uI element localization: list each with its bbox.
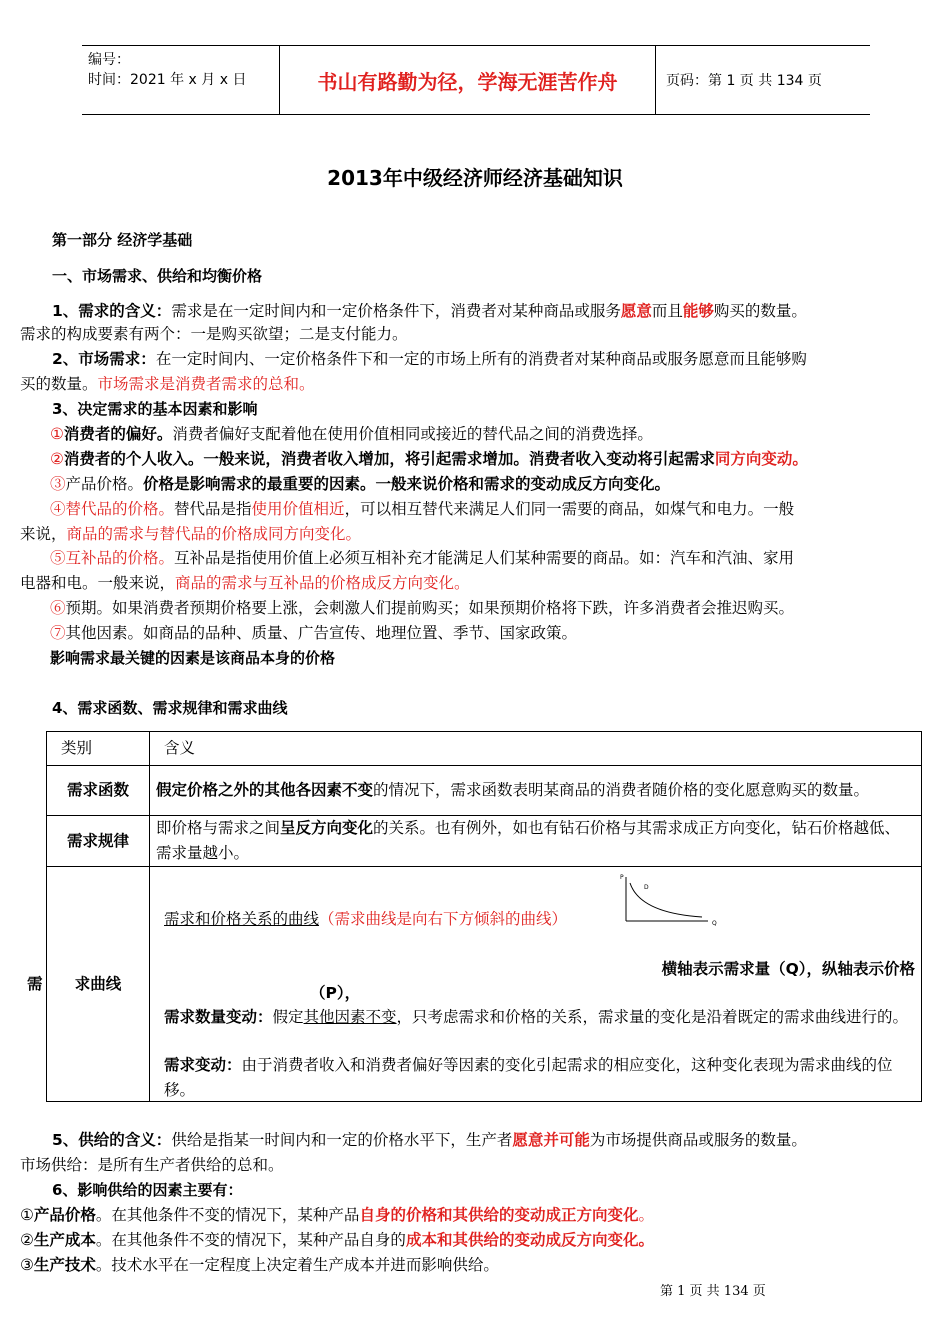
factor-4-mark: ④	[50, 500, 66, 518]
quantity-change-bold: 需求数量变动：	[164, 1008, 273, 1026]
factor-5-text2: 电器和电。一般来说，	[20, 574, 176, 592]
p1-text: 需求是在一定时间内和一定价格条件下，消费者对某种商品或服务	[171, 302, 621, 320]
supply-factor-1-mark: ①	[20, 1206, 34, 1224]
demand-change-bold: 需求变动：	[164, 1056, 242, 1074]
supply-factor-2-bold: 生产成本	[33, 1231, 96, 1249]
curve-underlined: 需求和价格关系的曲线	[164, 910, 320, 928]
code-label: 编号：	[88, 52, 130, 68]
factor-4-red1: 替代品的价格。	[65, 500, 175, 518]
part-heading: 第一部分 经济学基础	[52, 231, 193, 249]
key-factor: 影响需求最关键的因素是该商品本身的价格	[50, 649, 336, 667]
p1-label: 需求的含义：	[78, 302, 172, 320]
p1-text2: 而且	[651, 302, 683, 320]
supply-factor-2	[20, 1228, 920, 1253]
p2-text: 在一定时间内、一定价格条件下和一定的市场上所有的消费者对某种商品或服务愿意而且能够购	[155, 350, 807, 368]
factor-4-red3: 商品的需求与替代品的价格成同方向变化。	[66, 525, 362, 543]
p1-line2: 需求的构成要素有两个：一是购买欲望；二是支付能力。	[20, 325, 408, 343]
row-demand-function-bold: 假定价格之外的其他各因素不变	[156, 781, 374, 799]
header-meta	[82, 46, 280, 114]
factor-4-text1: 替代品是指	[174, 500, 252, 518]
factor-6	[50, 596, 950, 621]
table-row	[47, 816, 922, 867]
page-header	[82, 45, 870, 115]
demand-curve	[630, 883, 702, 917]
p6-heading: 6、影响供给的因素主要有：	[52, 1181, 243, 1199]
p5-line2: 市场供给：是所有生产者供给的总和。	[20, 1156, 284, 1174]
factor-1-text: 消费者偏好支配着他在使用价值相同或接近的替代品之间的消费选择。	[172, 425, 653, 443]
supply-factor-2-red: 成本和其供给的变动成反方向变化。	[405, 1231, 654, 1249]
factor-6-text: 预期。如果消费者预期价格要上涨，会刺激人们提前购买；如果预期价格将下跌，许多消费者会推迟购买。	[65, 599, 795, 617]
factor-7	[50, 621, 950, 646]
quantity-change	[164, 1005, 909, 1030]
p5-line1	[52, 1128, 950, 1153]
table-row	[47, 766, 922, 816]
row-demand-law-value	[150, 816, 922, 867]
supply-factor-2-text: 。在其他条件不变的情况下，某种产品自身的	[95, 1231, 406, 1249]
page-footer: 第 1 页 共 134 页	[660, 1284, 766, 1299]
demand-change	[164, 1053, 909, 1103]
header-page-info: 页码：第 1 页 共 134 页	[666, 73, 822, 89]
factor-2-bold: 消费者的个人收入。一般来说，消费者收入增加，将引起需求增加。消费者收入变动将引起需求	[63, 450, 715, 468]
p2-line2	[20, 372, 920, 397]
factor-5-red1: 互补品的价格。	[65, 549, 175, 567]
p2-red: 市场需求是消费者需求的总和。	[97, 375, 315, 393]
table-row	[47, 867, 922, 1102]
factor-2-mark: ②	[50, 450, 64, 468]
factor-7-mark: ⑦	[50, 624, 66, 642]
axis-p-label: P	[620, 874, 624, 881]
row-demand-law-text1: 即价格与需求之间	[156, 819, 281, 837]
p5-label: 供给的含义：	[78, 1131, 172, 1149]
p1-red2: 能够	[682, 301, 714, 320]
factor-4-text3: 来说，	[20, 525, 67, 543]
row-demand-function-text: 的情况下，需求函数表明某商品的消费者随价格的变化愿意购买的数量。	[373, 781, 870, 799]
quantity-change-text1: 假定	[272, 1008, 304, 1026]
supply-factor-3-bold: 生产技术	[33, 1256, 96, 1274]
factor-5-mark: ⑤	[50, 549, 66, 567]
factor-2	[50, 447, 950, 472]
factor-3-text: 产品价格。	[65, 475, 144, 493]
curve-description	[164, 907, 567, 932]
factor-5-line1	[50, 546, 950, 571]
document-title: 2013年中级经济师经济基础知识	[327, 166, 623, 190]
row-demand-law-bold: 呈反方向变化	[280, 819, 374, 837]
axis-d-label: D	[644, 884, 649, 891]
quantity-change-text2: ，只考虑需求和价格的关系，需求量的变化是沿着既定的需求曲线进行的。	[396, 1008, 909, 1026]
supply-factor-1-end: 。	[638, 1206, 654, 1224]
table-header-row	[47, 732, 922, 766]
supply-factor-3-mark: ③	[20, 1256, 34, 1274]
demand-curve-diagram	[616, 871, 726, 931]
quantity-change-underlined: 其他因素不变	[303, 1008, 397, 1026]
factor-5-red2: 商品的需求与互补品的价格成反方向变化。	[175, 574, 470, 592]
header-motto: 书山有路勤为径，学海无涯苦作舟	[280, 46, 656, 114]
p1-num: 1、	[52, 302, 79, 320]
table-header-meaning: 含义	[150, 732, 922, 766]
factor-6-mark: ⑥	[50, 599, 66, 617]
axes-line1: 横轴表示需求量（Q），纵轴表示价格	[661, 960, 915, 978]
section1-heading: 一、市场需求、供给和均衡价格	[52, 267, 263, 285]
p1-text3: 购买的数量。	[713, 302, 807, 320]
factor-3-bold: 价格是影响需求的最重要的因素。一般来说价格和需求的变动成反方向变化。	[143, 475, 671, 493]
factor-4-line1	[50, 497, 950, 522]
row-demand-law-text2: 的关系。也有例外，如也有钻石价格与其需求成正方向变化，钻石价格越低、需求量越小。	[156, 819, 901, 862]
p1-line1	[52, 298, 950, 324]
p5-text2: 为市场提供商品或服务的数量。	[589, 1131, 807, 1149]
supply-factor-1-text: 。在其他条件不变的情况下，某种产品	[95, 1206, 360, 1224]
curve-red: （需求曲线是向右下方倾斜的曲线）	[319, 910, 568, 928]
demand-change-text: 由于消费者收入和消费者偏好等因素的变化引起需求的相应变化，这种变化表现为需求曲线的位移。	[164, 1056, 893, 1099]
p2-label: 市场需求：	[78, 350, 156, 368]
factor-4-text2: ，可以相互替代来满足人们同一需要的商品，如煤气和电力。一般	[344, 500, 795, 518]
factor-7-text: 其他因素。如商品的品种、质量、广告宣传、地理位置、季节、国家政策。	[65, 624, 578, 642]
row-demand-curve-value	[150, 867, 922, 1102]
p2-num: 2、	[52, 350, 79, 368]
p3-heading: 3、决定需求的基本因素和影响	[52, 400, 258, 418]
row-demand-curve-key-part1: 需	[27, 974, 43, 993]
p2-line1	[52, 347, 950, 372]
table-header-category: 类别	[47, 732, 150, 766]
factor-1-mark: ①	[50, 425, 64, 443]
supply-factor-1-bold: 产品价格	[33, 1206, 96, 1224]
factor-5-line2	[20, 571, 920, 596]
row-demand-law-key: 需求规律	[47, 816, 150, 867]
factor-3-mark: ③	[50, 475, 66, 493]
demand-table	[27, 731, 922, 1102]
supply-factor-1	[20, 1203, 920, 1228]
factor-4-line2	[20, 522, 920, 547]
p2-text2: 买的数量。	[20, 375, 98, 393]
row-demand-function-key: 需求函数	[47, 766, 150, 816]
row-demand-function-value	[150, 766, 922, 816]
supply-factor-1-red: 自身的价格和其供给的变动成正方向变化	[359, 1206, 639, 1224]
row-demand-curve-key	[27, 867, 150, 1102]
p5-red: 愿意并可能	[512, 1131, 590, 1149]
factor-4-red2: 使用价值相近	[251, 500, 345, 518]
factor-5-text1: 互补品是指使用价值上必须互相补充才能满足人们某种需要的商品。如：汽车和汽油、家用	[174, 549, 795, 567]
factor-1-bold: 消费者的偏好。	[63, 425, 173, 443]
factor-2-red: 同方向变动。	[714, 450, 808, 468]
axis-q-label: Q	[712, 920, 717, 927]
p1-red1: 愿意	[620, 301, 652, 320]
factor-1	[50, 422, 950, 447]
supply-factor-3	[20, 1253, 920, 1278]
factor-3	[50, 472, 950, 497]
time-label: 时间：2021 年 x 月 x 日	[88, 72, 247, 88]
supply-factor-3-text: 。技术水平在一定程度上决定着生产成本并进而影响供给。	[95, 1256, 499, 1274]
row-demand-curve-key-part2: 求曲线	[74, 974, 122, 993]
p5-text1: 供给是指某一时间内和一定的价格水平下，生产者	[171, 1131, 513, 1149]
axes-line2: （P），	[310, 984, 361, 1002]
p5-num: 5、	[52, 1131, 79, 1149]
section4-heading: 4、需求函数、需求规律和需求曲线	[52, 699, 288, 717]
supply-factor-2-mark: ②	[20, 1231, 34, 1249]
